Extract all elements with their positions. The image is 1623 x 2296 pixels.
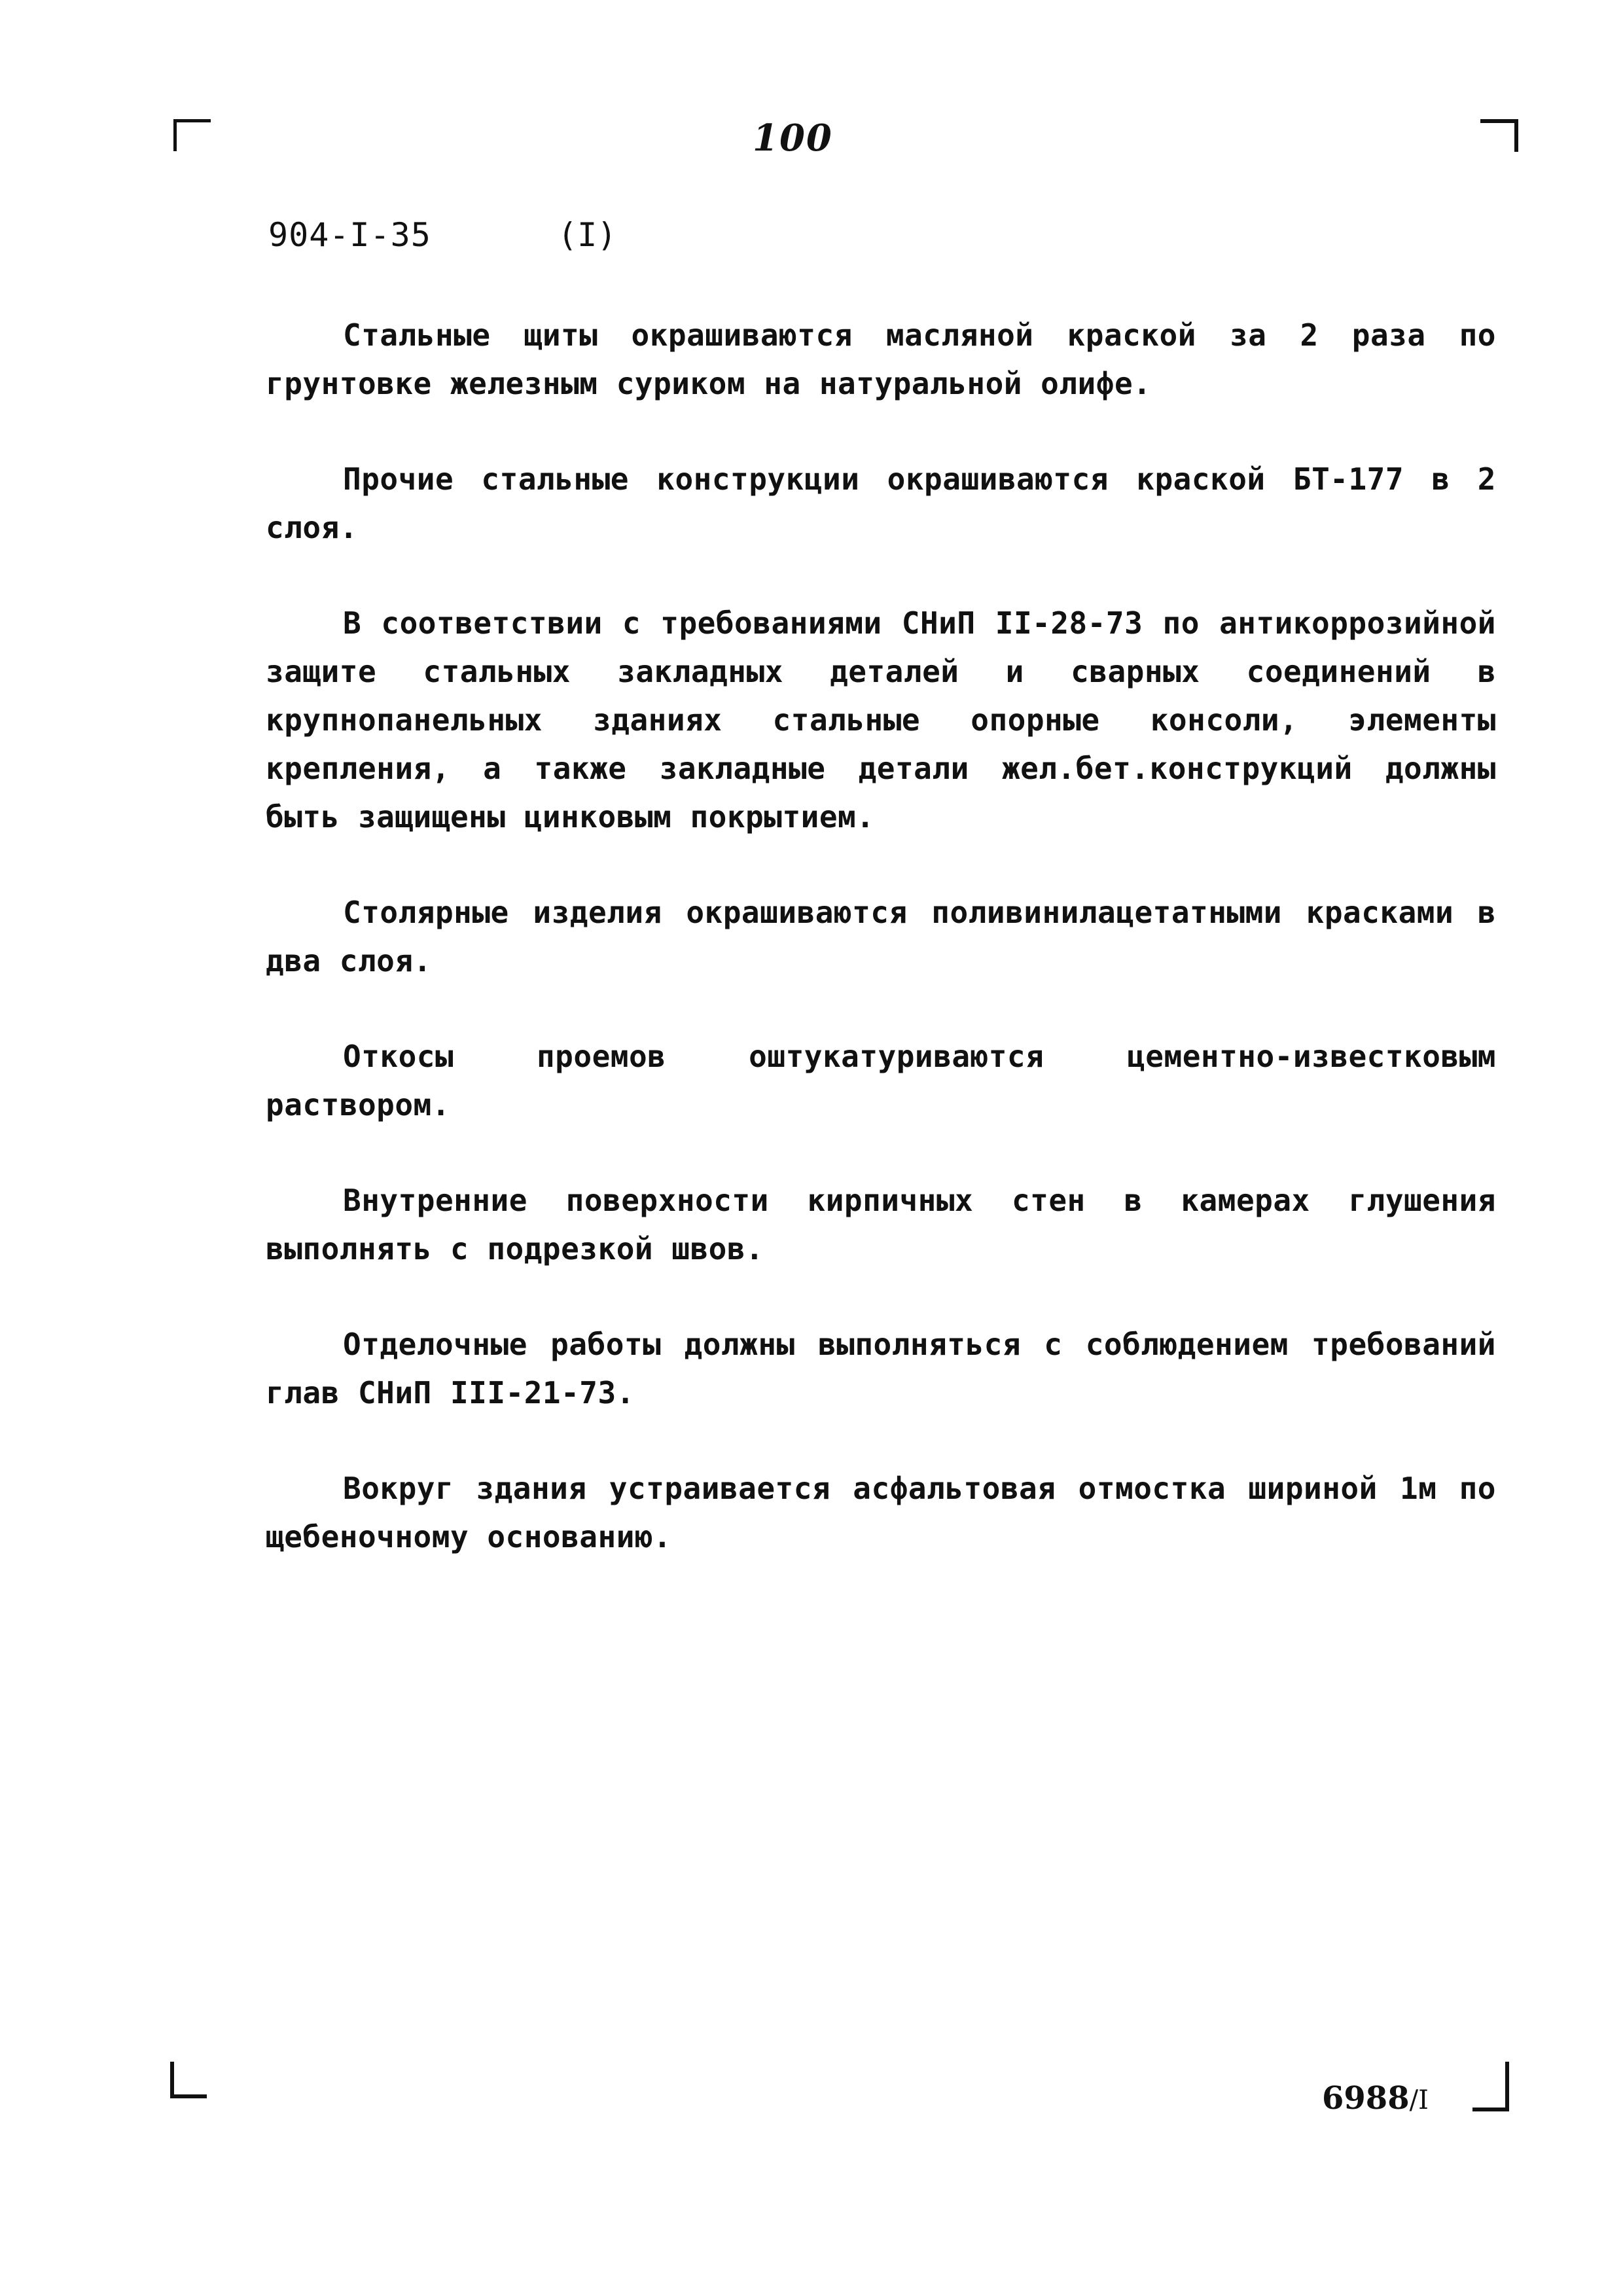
paragraph-finishing: Отделочные работы должны выполняться с соблюдением требований глав СНиП III-21-73. [266, 1327, 1496, 1410]
paragraph-other-steel: Прочие стальные конструкции окрашиваются краской БТ-177 в 2 слоя. [266, 461, 1496, 545]
paragraph-blind-area: Вокруг здания устраивается асфальтовая отмостка шириной 1м по щебеночному основанию. [266, 1471, 1496, 1554]
crop-mark-top-left [173, 119, 211, 151]
body-text [266, 311, 1496, 1608]
crop-mark-top-right [1480, 119, 1518, 152]
paragraph-joinery: Столярные изделия окрашиваются поливинилацетатными красками в два слоя. [266, 895, 1496, 978]
paragraph-brick-walls: Внутренние поверхности кирпичных стен в камерах глушения выполнять с подрезкой швов. [266, 1183, 1496, 1266]
paragraph-steel-shields: Стальные щиты окрашиваются масляной краской за 2 раза по грунтовке железным суриком на натуральной олифе. [266, 317, 1496, 401]
footer-code [1322, 2080, 1429, 2117]
paragraph-openings: Откосы проемов оштукатуриваются цементно-известковым раствором. [266, 1039, 1496, 1122]
paragraph-corrosion-protection: В соответствии с требованиями СНиП II-28-73 по антикоррозийной защите стальных закладных деталей и сварных соединений в крупнопанельных зданиях стальные опорные консоли, элементы крепления, а также закладные детали жел.бет.конструкций должны быть защищены цинковым покрытием. [266, 605, 1496, 834]
crop-mark-bottom-left [170, 2062, 207, 2098]
footer-code-main: 6988 [1322, 2080, 1410, 2117]
crop-mark-bottom-right [1472, 2062, 1509, 2111]
footer-code-sub: /I [1409, 2085, 1429, 2115]
sheet-marker: (I) [558, 216, 617, 254]
document-code: 904-I-35 [268, 216, 431, 254]
page-number: 100 [753, 117, 833, 160]
